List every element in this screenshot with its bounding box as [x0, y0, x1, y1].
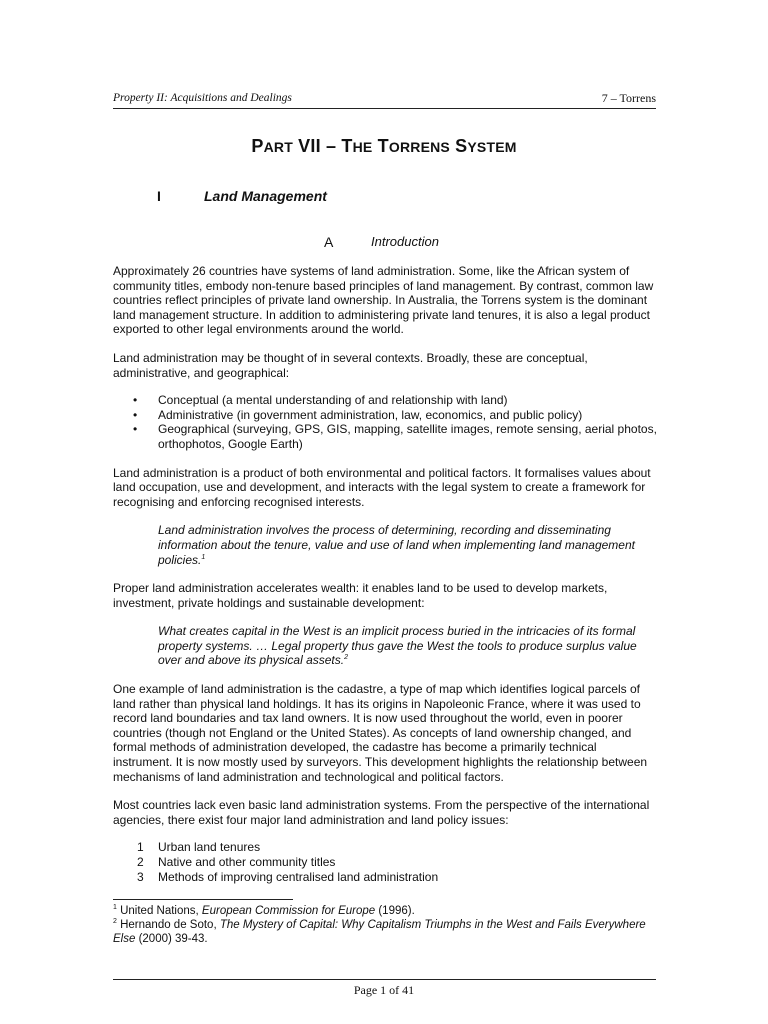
paragraph: One example of land administration is the cadastre, a type of map which identifies logical parcels of land rather than physical land holdings. It has its origins in Napoleonic France, where it was used to record land boundaries and tax land owners. It is now used throughout the world, even in poorer countries (though not England or the United States). As concepts of land ownership changed, and formal methods of administration developed, the cadastre has become a primarily technical instrument. It is now mostly used by surveyors. This development highlights the relationship between mechanisms of land administration and technological and political factors.: [113, 682, 648, 784]
footnotes: [113, 904, 658, 946]
paragraph: Land administration is a product of both environmental and political factors. It formalises values about land occupation, use and development, and interacts with the legal system to create a framework for recognising and enforcing recognised interests.: [113, 465, 651, 509]
footnote: $^1$ United Nations, European Commission for Europe (1996).: [113, 904, 415, 917]
section-number: I: [157, 188, 161, 204]
paragraph: Proper land administration accelerates wealth: it enables land to be used to develop markets, investment, private holdings and sustainable development:: [113, 581, 608, 610]
list-item: 2 Native and other community titles: [137, 855, 336, 869]
footnote-ref[interactable]: 2: [344, 654, 349, 662]
list-item: 1 Urban land tenures: [137, 840, 261, 855]
paragraph: Most countries lack even basic land administration systems. From the perspective of the international agencies, there exist four major land administration and land policy issues:: [113, 798, 650, 827]
list-item: • Administrative (in government administration, law, economics, and public policy): [133, 407, 583, 422]
footnote: $^2$ Hernando de Soto, The Mystery of Capital: Why Capitalism Triumphs in the West and Fails Everywhere Else (2000) 39-43.: [113, 918, 646, 945]
subsection-letter: A: [324, 234, 334, 250]
running-header: [113, 90, 656, 109]
body-text: [113, 264, 658, 884]
list-item: • Conceptual (a mental understanding of and relationship with land): [133, 393, 508, 408]
page-title: PART VII – THE TORRENS SYSTEM: [251, 136, 517, 156]
footnote-ref[interactable]: 1: [201, 553, 206, 561]
list-item: • Geographical (surveying, GPS, GIS, mapping, satellite images, remote sensing, aerial photos, orthophotos, Google Earth): [133, 422, 657, 451]
footnote-divider: [113, 899, 293, 900]
block-quote: What creates capital in the West is an implicit process buried in the intricacies of its formal property systems. … Legal property thus gave the West the tools to produce surplus value over and above its physical assets.$^2$: [158, 624, 637, 668]
section-heading: Land Management: [204, 188, 327, 204]
block-quote: Land administration involves the process of determining, recording and disseminating information about the tenure, value and use of land when implementing land management policies.$^1$: [158, 523, 635, 567]
header-chapter: 7 – Torrens: [601, 91, 656, 105]
page-number: Page 1 of 41: [353, 983, 415, 997]
issues-list: [113, 840, 658, 884]
bullet-icon: •: [133, 393, 138, 408]
bullet-icon: •: [133, 407, 138, 422]
context-list: [113, 393, 658, 451]
paragraph: Approximately 26 countries have systems of land administration. Some, like the African system of community titles, embody non-tenure based principles of land management. By contrast, common law countries reflect principles of private land ownership. In Australia, the Torrens system is the dominant land management structure. In addition to administering private land tenures, it is also a legal product exported to other legal environments around the world.: [113, 264, 654, 337]
header-course-title: Property II: Acquisitions and Dealings: [113, 92, 292, 104]
footer-divider: [113, 979, 656, 980]
subsection-heading: Introduction: [371, 234, 439, 249]
bullet-icon: •: [133, 422, 138, 437]
list-item: 3 Methods of improving centralised land administration: [137, 869, 439, 884]
paragraph: Land administration may be thought of in several contexts. Broadly, these are conceptual, administrative, and geographical:: [113, 350, 588, 380]
